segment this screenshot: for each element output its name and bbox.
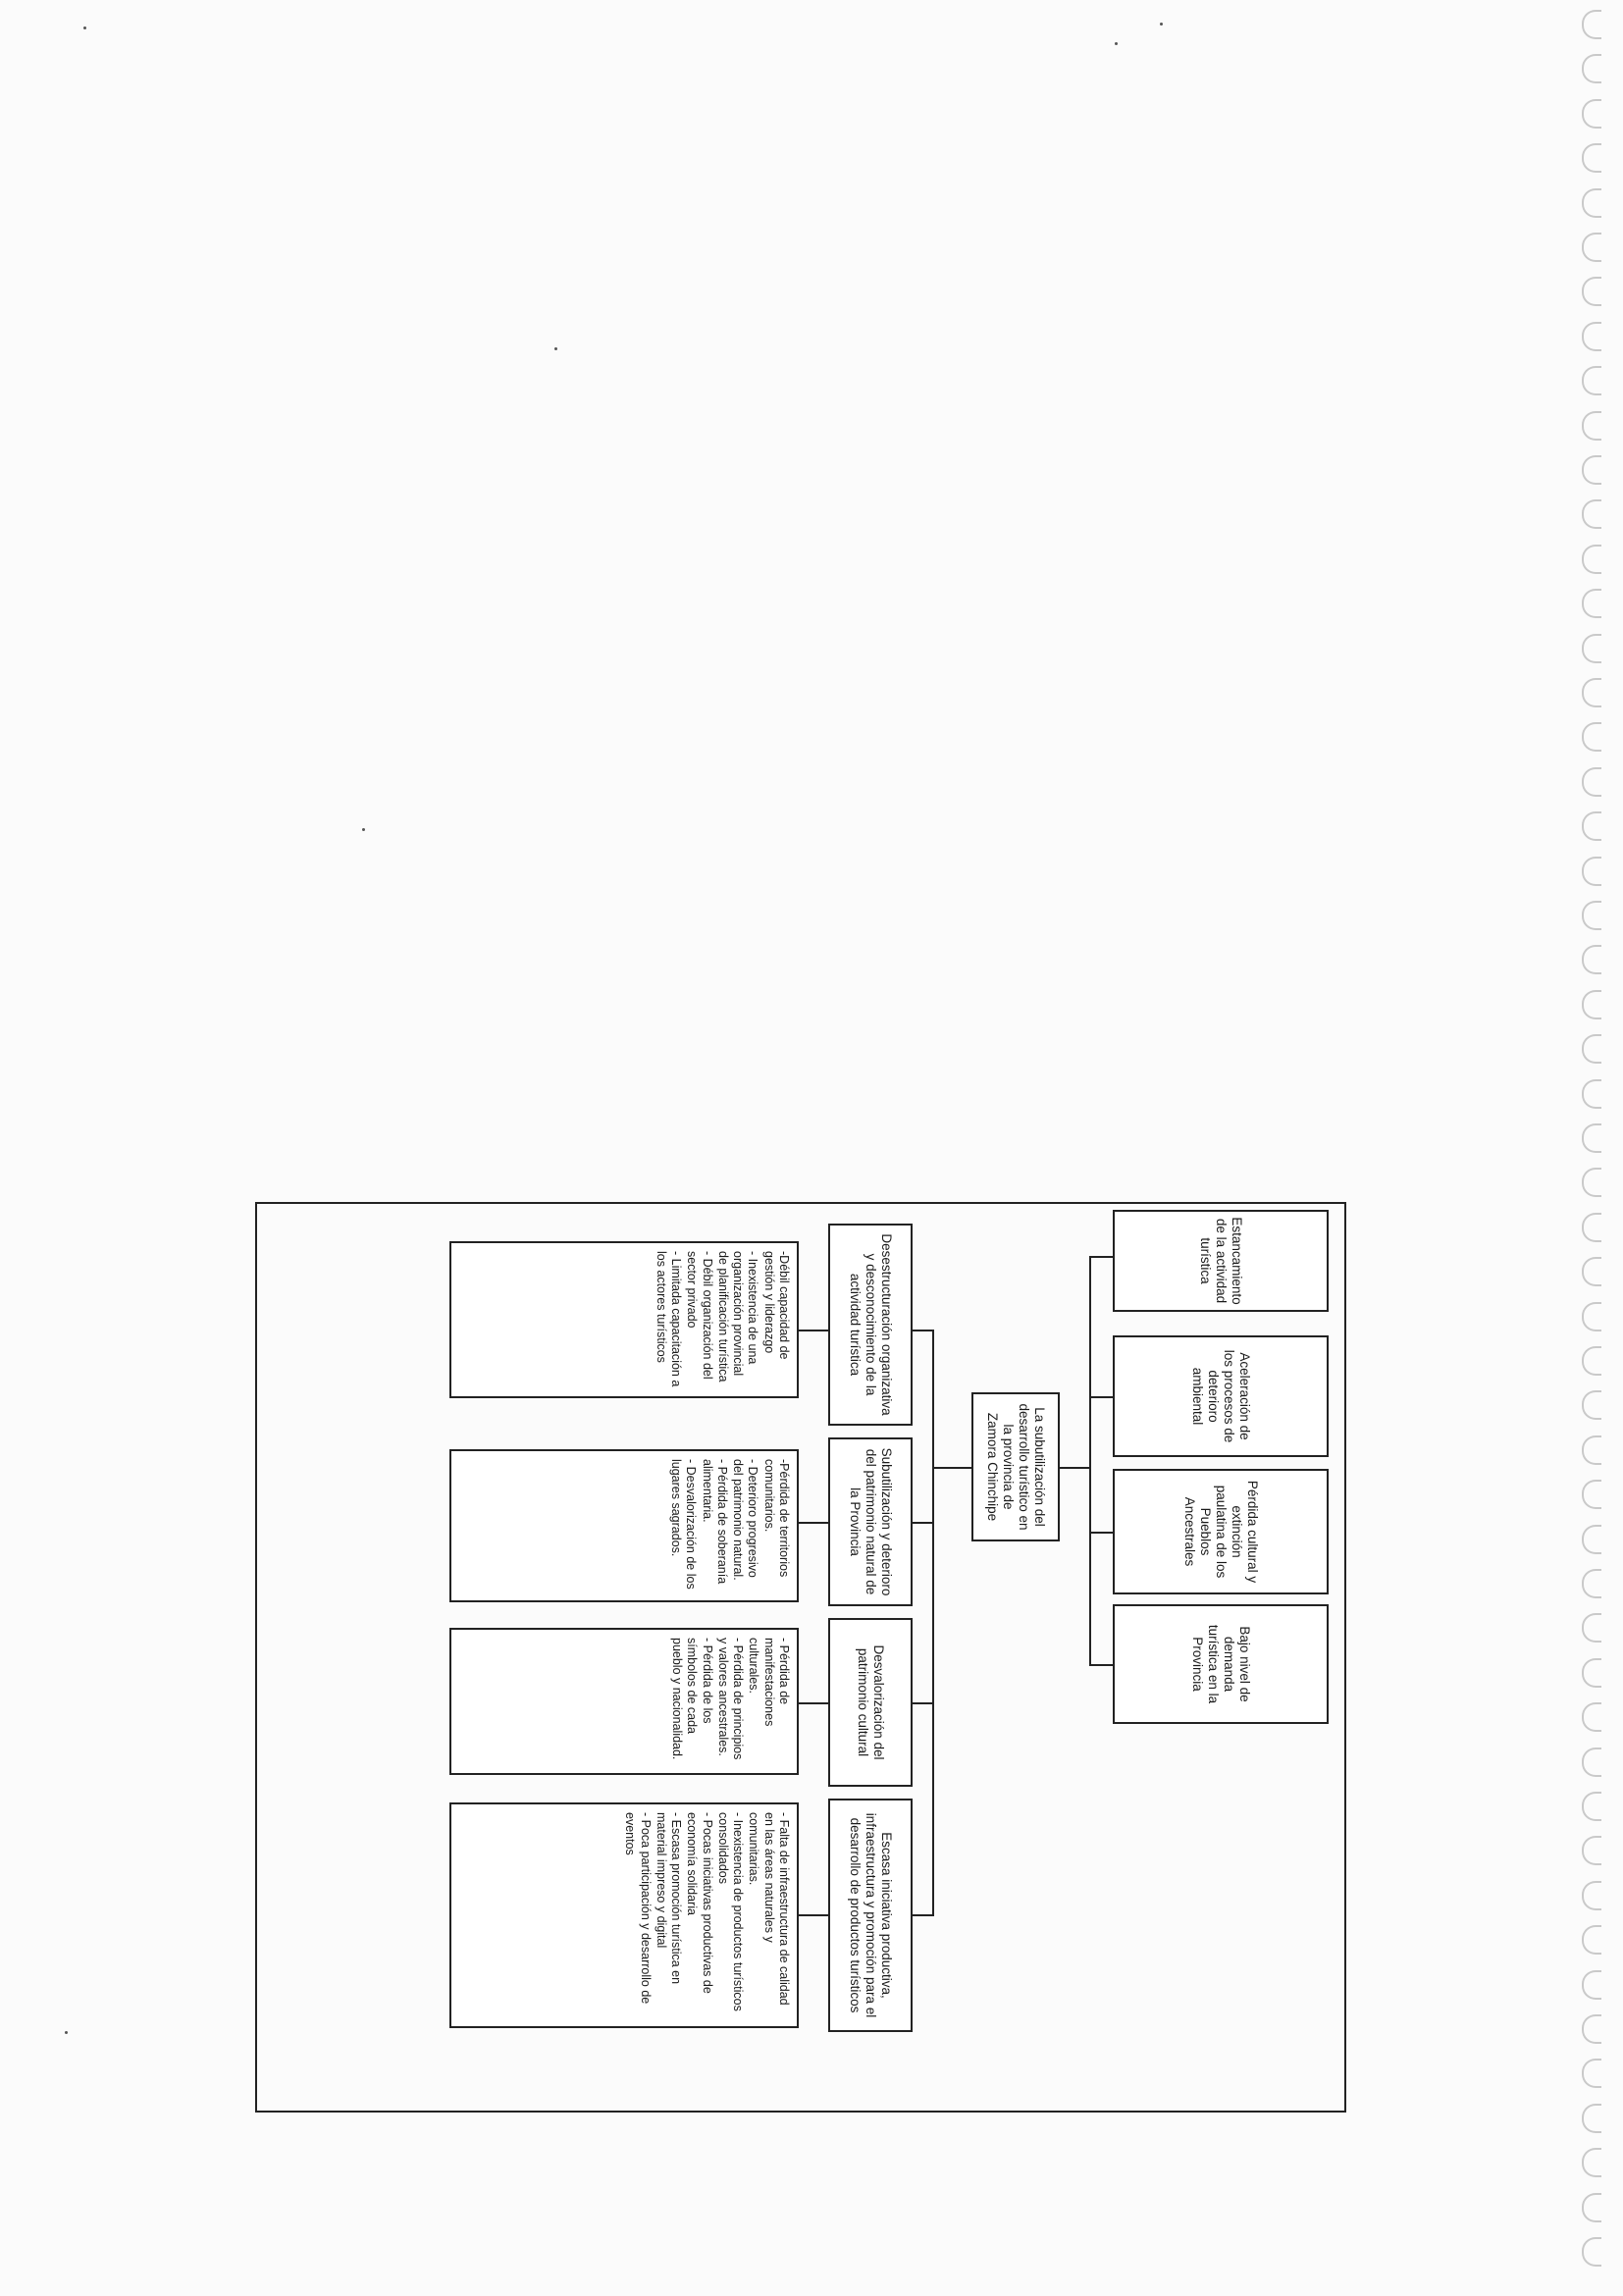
effect-label: Bajo nivel de demanda turística en la Provincia [1189, 1624, 1253, 1704]
cause-detail-item: - Escasa promoción turística en material impreso y digital [654, 1812, 684, 1985]
scan-speck [65, 2031, 68, 2034]
binding-hole [1582, 1079, 1601, 1109]
binding-hole [1582, 1881, 1601, 1910]
binding-hole [1582, 455, 1601, 485]
binding-hole [1582, 277, 1601, 306]
cause-detail-item: - Poca participación y desarrollo de eventos [623, 1812, 653, 2005]
binding-hole [1582, 1213, 1601, 1242]
cause-detail-item: - Débil organización del sector privado [685, 1251, 714, 1380]
binding-hole [1582, 188, 1601, 218]
binding-hole [1582, 2059, 1601, 2088]
cause-detail-item: -Débil capacidad de gestión y liderazgo [761, 1251, 791, 1360]
binding-hole [1582, 411, 1601, 441]
problem-tree [257, 1204, 1344, 2111]
connector [1091, 1532, 1113, 1534]
binding-hole [1582, 589, 1601, 618]
cause-detail-item: - Limitada capacitación a los actores turísticos [654, 1251, 684, 1387]
effect-box [1113, 1335, 1329, 1457]
cause-detail-item: - Falta de infraestructura de calidad en las áreas naturales y comunitarias. [747, 1812, 791, 2006]
connector [913, 1702, 934, 1704]
connector [1091, 1664, 1113, 1666]
binding-hole [1582, 2148, 1601, 2177]
binding-hole [1582, 366, 1601, 395]
binding-hole [1582, 634, 1601, 663]
binding-hole [1582, 1792, 1601, 1821]
cause-details-list [622, 1812, 791, 2018]
effect-label: Estancamiento de la actividad turística [1197, 1217, 1245, 1305]
binding-hole [1582, 722, 1601, 752]
binding-hole [1582, 901, 1601, 930]
binding-hole [1582, 1034, 1601, 1064]
effect-label: Pérdida cultural y extinción paulatina de los Pueblos Ancestrales [1181, 1480, 1261, 1584]
cause-label: Subutilización y deterioro del patrimonio natural de la Provincia [847, 1447, 895, 1596]
connector [799, 1330, 828, 1331]
binding-hole [1582, 54, 1601, 83]
connector [913, 1522, 934, 1524]
binding-hole [1582, 1836, 1601, 1865]
cause-details-box [449, 1449, 799, 1602]
effect-box [1113, 1604, 1329, 1724]
effect-label: Aceleración de los procesos de deterioro ambiental [1189, 1349, 1253, 1443]
binding-hole [1582, 2193, 1601, 2222]
binding-hole [1582, 1569, 1601, 1598]
cause-label: Desvalorización del patrimonio cultural [856, 1644, 887, 1760]
cause-detail-item: - Desvalorización de los lugares sagrados. [669, 1459, 699, 1590]
cause-detail-item: - Pérdida de manifestaciones culturales. [747, 1638, 791, 1727]
binding-hole [1582, 1390, 1601, 1420]
cause-details-box [449, 1802, 799, 2028]
connector [799, 1522, 828, 1524]
binding-hole [1582, 678, 1601, 707]
cause-details-list [669, 1638, 791, 1765]
binding-hole [1582, 545, 1601, 574]
scan-speck [83, 26, 86, 29]
connector [1091, 1256, 1113, 1258]
binding-hole [1582, 1970, 1601, 2000]
binding-hole [1582, 990, 1601, 1019]
binding-hole [1582, 1748, 1601, 1777]
cause-box [828, 1224, 913, 1426]
connector [934, 1467, 971, 1469]
cause-detail-item: - Pérdida de soberanía alimentaria. [700, 1459, 729, 1585]
connector [913, 1914, 934, 1916]
connector [1060, 1467, 1091, 1469]
cause-box [828, 1437, 913, 1606]
binding-hole [1582, 1257, 1601, 1286]
binding-hole [1582, 1658, 1601, 1688]
binding-hole [1582, 1702, 1601, 1732]
binding-hole [1582, 2237, 1601, 2267]
cause-details-box [449, 1241, 799, 1398]
binding-hole [1582, 857, 1601, 886]
cause-label: Desestructuración organizativa y desconocimiento de la actividad turística [847, 1233, 895, 1416]
binding-hole [1582, 767, 1601, 797]
cause-detail-item: - Pocas iniciativas productivas de economía solidaria [685, 1812, 714, 1994]
connector [932, 1330, 934, 1916]
binding-hole [1582, 1925, 1601, 1955]
binding-hole [1582, 1302, 1601, 1331]
binding-hole [1582, 233, 1601, 262]
binding-hole [1582, 1480, 1601, 1509]
binding-hole [1582, 1123, 1601, 1153]
cause-detail-item: - Inexistencia de productos turísticos consolidados [716, 1812, 746, 2011]
binding-hole [1582, 143, 1601, 173]
cause-detail-item: - Pérdida de principios y valores ancestrales. [716, 1638, 746, 1760]
scan-speck [554, 347, 557, 350]
cause-box [828, 1618, 913, 1787]
binding-hole [1582, 1435, 1601, 1465]
cause-details-box [449, 1628, 799, 1775]
cause-details-list [668, 1459, 791, 1592]
connector [913, 1330, 934, 1331]
connector [799, 1914, 828, 1916]
connector [1091, 1396, 1113, 1398]
cause-detail-item: - Pérdida de los símbolos de cada pueblo y nacionalidad. [670, 1638, 714, 1760]
scan-speck [1160, 23, 1163, 26]
binding-hole [1582, 322, 1601, 351]
cause-detail-item: - Deterioro progresivo del patrimonio natural. [731, 1459, 760, 1581]
scan-speck [1115, 42, 1118, 45]
binding-hole [1582, 2104, 1601, 2133]
cause-box [828, 1799, 913, 2032]
binding-hole [1582, 1613, 1601, 1643]
connector [799, 1702, 828, 1704]
connector [1089, 1256, 1091, 1666]
spiral-binding [1576, 10, 1609, 2286]
effect-box [1113, 1469, 1329, 1594]
cause-details-list [654, 1251, 791, 1388]
problem-tree-frame [255, 1202, 1346, 2113]
cause-label: Escasa iniciativa productiva, infraestructura y promoción para el desarrollo de productos turísticos [847, 1812, 895, 2018]
binding-hole [1582, 1346, 1601, 1376]
cause-detail-item: - Inexistencia de una organización provincial de planificación turística [716, 1251, 760, 1383]
root-problem-box [971, 1392, 1060, 1541]
binding-hole [1582, 499, 1601, 529]
cause-detail-item: -Pérdida de territorios comunitarios. [761, 1459, 791, 1578]
binding-hole [1582, 10, 1601, 39]
binding-hole [1582, 811, 1601, 841]
binding-hole [1582, 945, 1601, 974]
effect-box [1113, 1210, 1329, 1312]
scan-speck [362, 828, 365, 831]
binding-hole [1582, 1525, 1601, 1554]
binding-hole [1582, 2014, 1601, 2044]
binding-hole [1582, 1168, 1601, 1197]
binding-hole [1582, 99, 1601, 129]
root-problem-label: La subutilización del desarrollo turístico en la provincia de Zamora Chinchipe [984, 1403, 1048, 1531]
